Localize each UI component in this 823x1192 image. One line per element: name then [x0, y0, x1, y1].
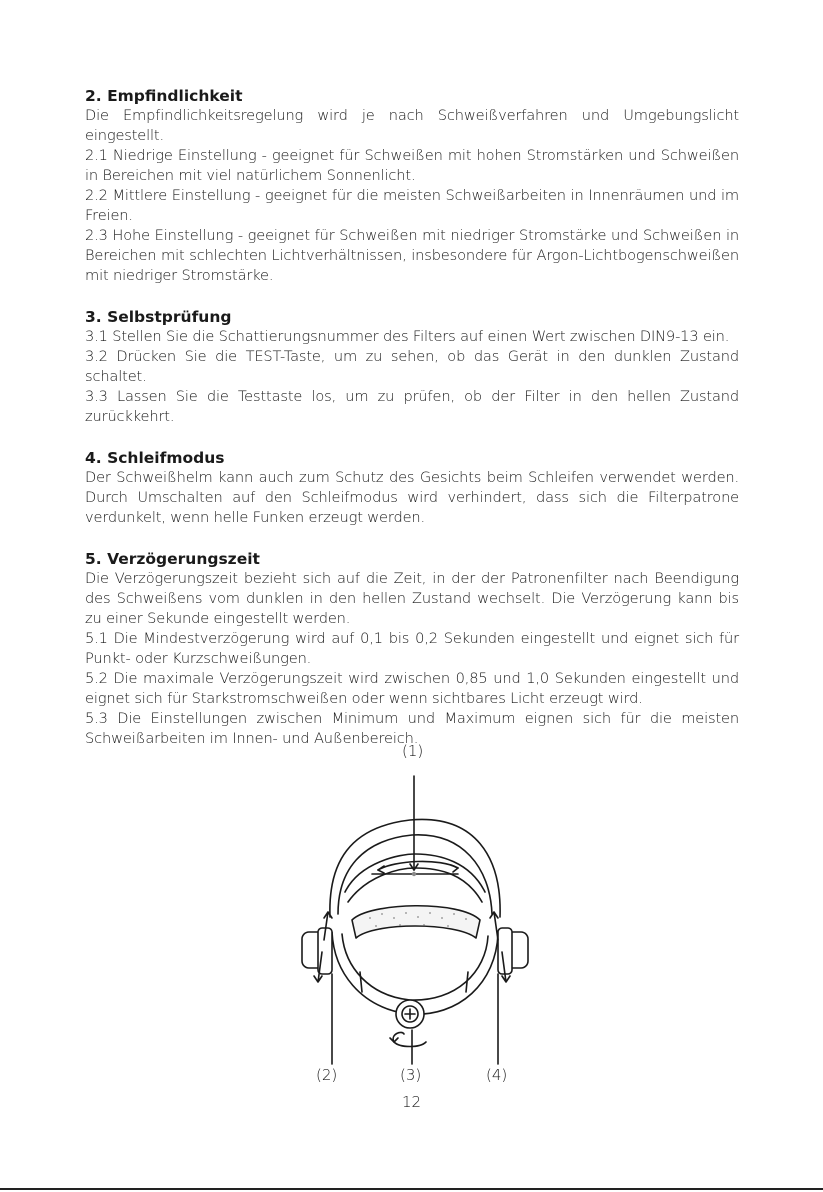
paragraph: 3.2 Drücken Sie die TEST-Taste, um zu sehen, ob das Gerät in den dunklen Zustand schaltet. — [85, 348, 739, 385]
section-sensitivity — [85, 86, 739, 286]
paragraph: 2.2 Mittlere Einstellung - geeignet für die meisten Schweißarbeiten in Innenräumen und im Freien. — [85, 187, 739, 224]
figure-label-2: (2) — [316, 1066, 338, 1084]
paragraph: Der Schweißhelm kann auch zum Schutz des Gesichts beim Schleifen verwendet werden. Durch Umschalten auf den Schleifmodus wird verhindert, dass sich die Filterpatrone verdunkelt, wenn helle Funken erzeugt werden. — [85, 469, 739, 526]
paragraph: 5.2 Die maximale Verzögerungszeit wird zwischen 0,85 und 1,0 Sekunden eingestellt und eignet sich für Starkstromschweißen oder wenn sichtbares Licht erzeugt wird. — [85, 670, 739, 707]
helmet-drawing — [290, 742, 540, 1092]
paragraph: Die Empfindlichkeitsregelung wird je nach Schweißverfahren und Umgebungslicht eingestellt. — [85, 107, 739, 144]
section-grinding-mode — [85, 448, 739, 528]
paragraph: 2.1 Niedrige Einstellung - geeignet für Schweißen mit hohen Stromstärken und Schweißen in Bereichen mit viel natürlichem Sonnenlicht. — [85, 147, 739, 184]
page-number: 12 — [401, 1093, 422, 1111]
section-delay-time — [85, 549, 739, 749]
helmet-headgear-illustration — [290, 742, 540, 1092]
paragraph: Die Verzögerungszeit bezieht sich auf die Zeit, in der der Patronenfilter nach Beendigung des Schweißens vom dunklen in den hellen Zustand wechselt. Die Verzögerung kann bis zu einer Sekunde eingestellt werden. — [85, 570, 739, 627]
section-heading: 5. Verzögerungszeit — [85, 550, 260, 568]
bottom-rule — [0, 1188, 823, 1190]
paragraph: 3.1 Stellen Sie die Schattierungsnummer des Filters auf einen Wert zwischen DIN9-13 ein. — [85, 328, 730, 345]
paragraph: 2.3 Hohe Einstellung - geeignet für Schweißen mit niedriger Stromstärke und Schweißen in Bereichen mit schlechten Lichtverhältnissen, insbesondere für Argon-Lichtbogenschweißen mit niedriger Stromstärke. — [85, 227, 739, 284]
figure-label-1: (1) — [402, 742, 424, 760]
section-heading: 3. Selbstprüfung — [85, 308, 232, 326]
section-heading: 2. Empfindlichkeit — [85, 87, 243, 105]
figure-label-3: (3) — [400, 1066, 422, 1084]
section-self-test — [85, 307, 739, 427]
document-body — [85, 86, 739, 770]
paragraph: 5.3 Die Einstellungen zwischen Minimum und Maximum eignen sich für die meisten Schweißarbeiten im Innen- und Außenbereich. — [85, 710, 739, 747]
paragraph: 5.1 Die Mindestverzögerung wird auf 0,1 bis 0,2 Sekunden eingestellt und eignet sich für Punkt- oder Kurzschweißungen. — [85, 630, 739, 667]
section-heading: 4. Schleifmodus — [85, 449, 225, 467]
paragraph: 3.3 Lassen Sie die Testtaste los, um zu prüfen, ob der Filter in den hellen Zustand zurückkehrt. — [85, 388, 739, 425]
figure-label-4: (4) — [486, 1066, 508, 1084]
